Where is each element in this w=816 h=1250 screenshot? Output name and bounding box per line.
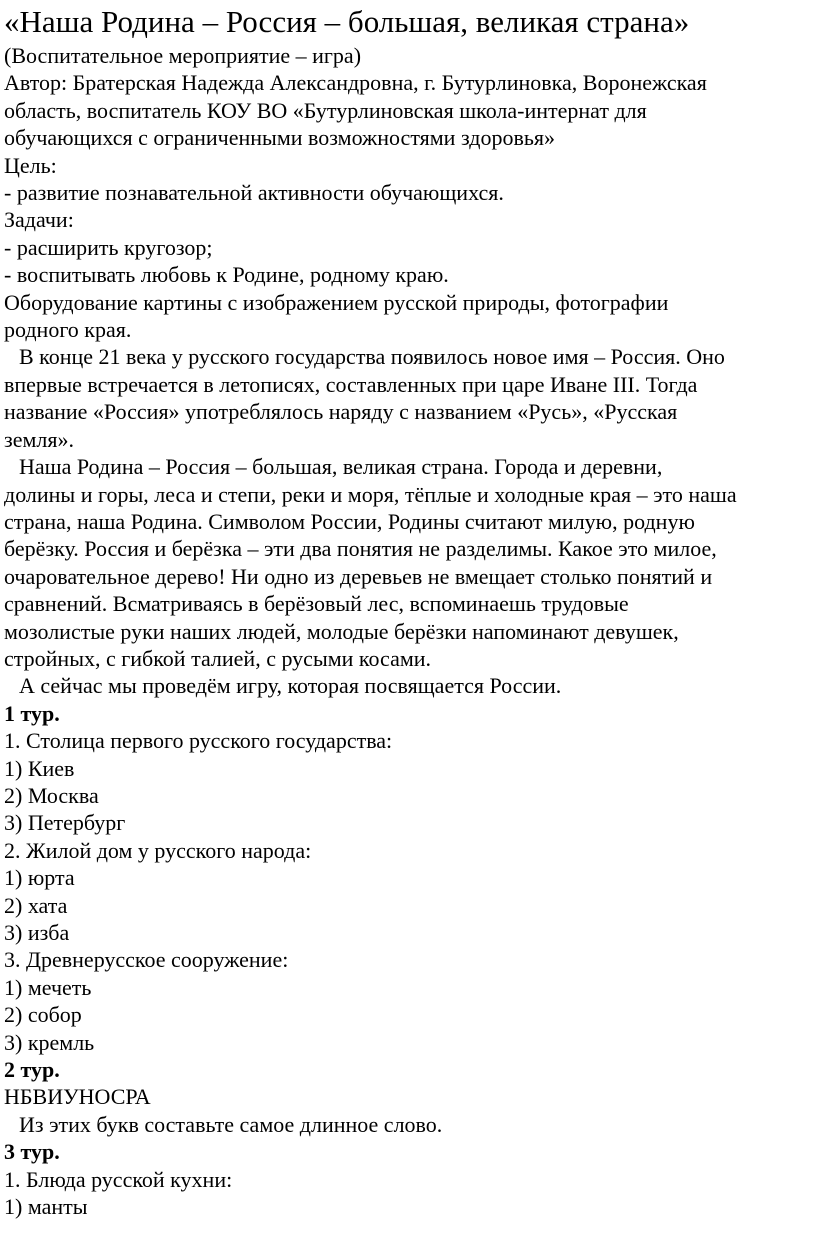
paragraph-line: название «Россия» употреблялось наряду с названием «Русь», «Русская [4,399,678,425]
answer-option: 2) Москва [4,782,99,808]
paragraph-line: сравнений. Всматриваясь в берёзовый лес, вспоминаешь трудовые [4,591,629,617]
answer-option: 2) собор [4,1002,82,1028]
question: 3. Древнерусское сооружение: [4,947,289,973]
answer-option: 2) хата [4,892,68,918]
author-line: Автор: Братерская Надежда Александровна, г. Бутурлиновка, Воронежская [4,70,707,96]
task-item: - расширить кругозор; [4,234,213,260]
paragraph-line: В конце 21 века у русского государства появилось новое имя – Россия. Оно [19,344,725,370]
paragraph-line: долины и горы, леса и степи, реки и моря, тёплые и холодные края – это наша [4,481,737,507]
paragraph-line: страна, наша Родина. Символом России, Родины считают милую, родную [4,508,695,534]
document-title: «Наша Родина – Россия – большая, великая страна» [4,4,690,39]
equipment-line: родного края. [4,317,132,343]
paragraph-line: А сейчас мы проведём игру, которая посвящается России. [19,673,562,699]
paragraph-line: очаровательное дерево! Ни одно из деревьев не вмещает столько понятий и [4,563,713,589]
round-2-heading: 2 тур. [4,1057,60,1083]
answer-option: 3) изба [4,920,70,945]
goal-item: - развитие познавательной активности обучающихся. [4,180,504,206]
question: 1. Столица первого русского государства: [4,728,393,754]
paragraph-line: Наша Родина – Россия – большая, великая страна. Города и деревни, [19,454,663,480]
equipment-line: Оборудование картины с изображением русской природы, фотографии [4,289,669,315]
answer-option: 1) Киев [4,755,75,781]
answer-option: 1) мечеть [4,974,92,1000]
paragraph-line: стройных, с гибкой талией, с русыми косами. [4,645,432,671]
goal-heading: Цель: [4,152,57,178]
letter-puzzle: НБВИУНОСРА [4,1084,151,1110]
answer-option: 3) кремль [4,1029,95,1055]
answer-option: 1) юрта [4,865,75,891]
round-3-heading: 3 тур. [4,1139,60,1165]
paragraph-line: берёзку. Россия и берёзка – эти два понятия не разделимы. Какое это милое, [4,536,717,562]
paragraph-line: впервые встречается в летописях, составленных при царе Иване III. Тогда [4,371,698,397]
paragraph-line: мозолистые руки наших людей, молодые берёзки напоминают девушек, [4,618,679,644]
author-line: область, воспитатель КОУ ВО «Бутурлиновская школа-интернат для [4,97,647,123]
puzzle-instruction: Из этих букв составьте самое длинное слово. [19,1111,443,1137]
author-line: обучающихся с ограниченными возможностями здоровья» [4,125,555,151]
document-body [4,42,810,1220]
task-item: - воспитывать любовь к Родине, родному краю. [4,262,449,288]
answer-option: 1) манты [4,1194,88,1220]
paragraph-line: земля». [4,426,74,452]
answer-option: 3) Петербург [4,810,126,836]
question: 2. Жилой дом у русского народа: [4,837,312,863]
question: 1. Блюда русской кухни: [4,1166,233,1192]
round-1-heading: 1 тур. [4,700,60,726]
tasks-heading: Задачи: [4,207,74,233]
document-subtitle: (Воспитательное мероприятие – игра) [4,43,362,68]
